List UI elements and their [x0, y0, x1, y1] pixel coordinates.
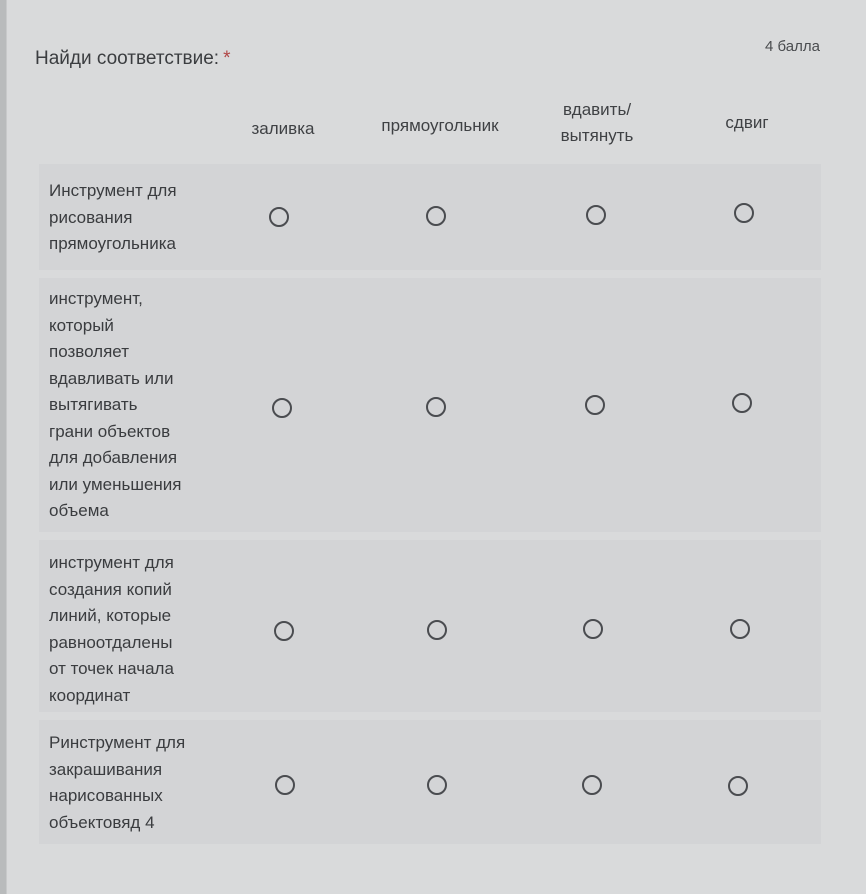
radio-row1-pushpull[interactable]	[586, 205, 606, 225]
radio-row4-offset[interactable]	[728, 776, 748, 796]
question-title-text: Найди соответствие:	[35, 48, 220, 69]
radio-row2-offset[interactable]	[732, 393, 752, 413]
radio-row4-fill[interactable]	[275, 775, 295, 795]
radio-row4-rectangle[interactable]	[427, 775, 447, 795]
radio-row2-rectangle[interactable]	[426, 397, 446, 417]
column-header-fill: заливка	[251, 119, 315, 138]
row-label: инструмент для создания копий линий, которые равноотдалены от точек начала координат	[49, 553, 174, 705]
radio-row2-pushpull[interactable]	[585, 395, 605, 415]
row-label: Инструмент для рисования прямоугольника	[49, 181, 177, 253]
column-header-offset: сдвиг	[725, 113, 769, 132]
column-header-pushpull: вдавить/ вытянуть	[560, 100, 634, 145]
radio-row3-offset[interactable]	[730, 619, 750, 639]
radio-row1-offset[interactable]	[734, 203, 754, 223]
radio-row3-pushpull[interactable]	[583, 619, 603, 639]
question-card	[6, 0, 866, 894]
points-label: 4 балла	[765, 38, 820, 55]
radio-row3-fill[interactable]	[274, 621, 294, 641]
question-title	[35, 48, 230, 70]
row-label: инструмент, который позволяет вдавливать или вытягивать грани объектов для добавления или уменьшения объема	[49, 289, 182, 520]
radio-row1-rectangle[interactable]	[426, 206, 446, 226]
radio-row1-fill[interactable]	[269, 207, 289, 227]
row-label: Ринструмент для закрашивания нарисованных объектовяд 4	[49, 733, 186, 832]
radio-row3-rectangle[interactable]	[427, 620, 447, 640]
radio-row4-pushpull[interactable]	[582, 775, 602, 795]
required-asterisk: *	[223, 48, 231, 69]
column-header-rectangle: прямоугольник	[381, 116, 499, 135]
radio-row2-fill[interactable]	[272, 398, 292, 418]
